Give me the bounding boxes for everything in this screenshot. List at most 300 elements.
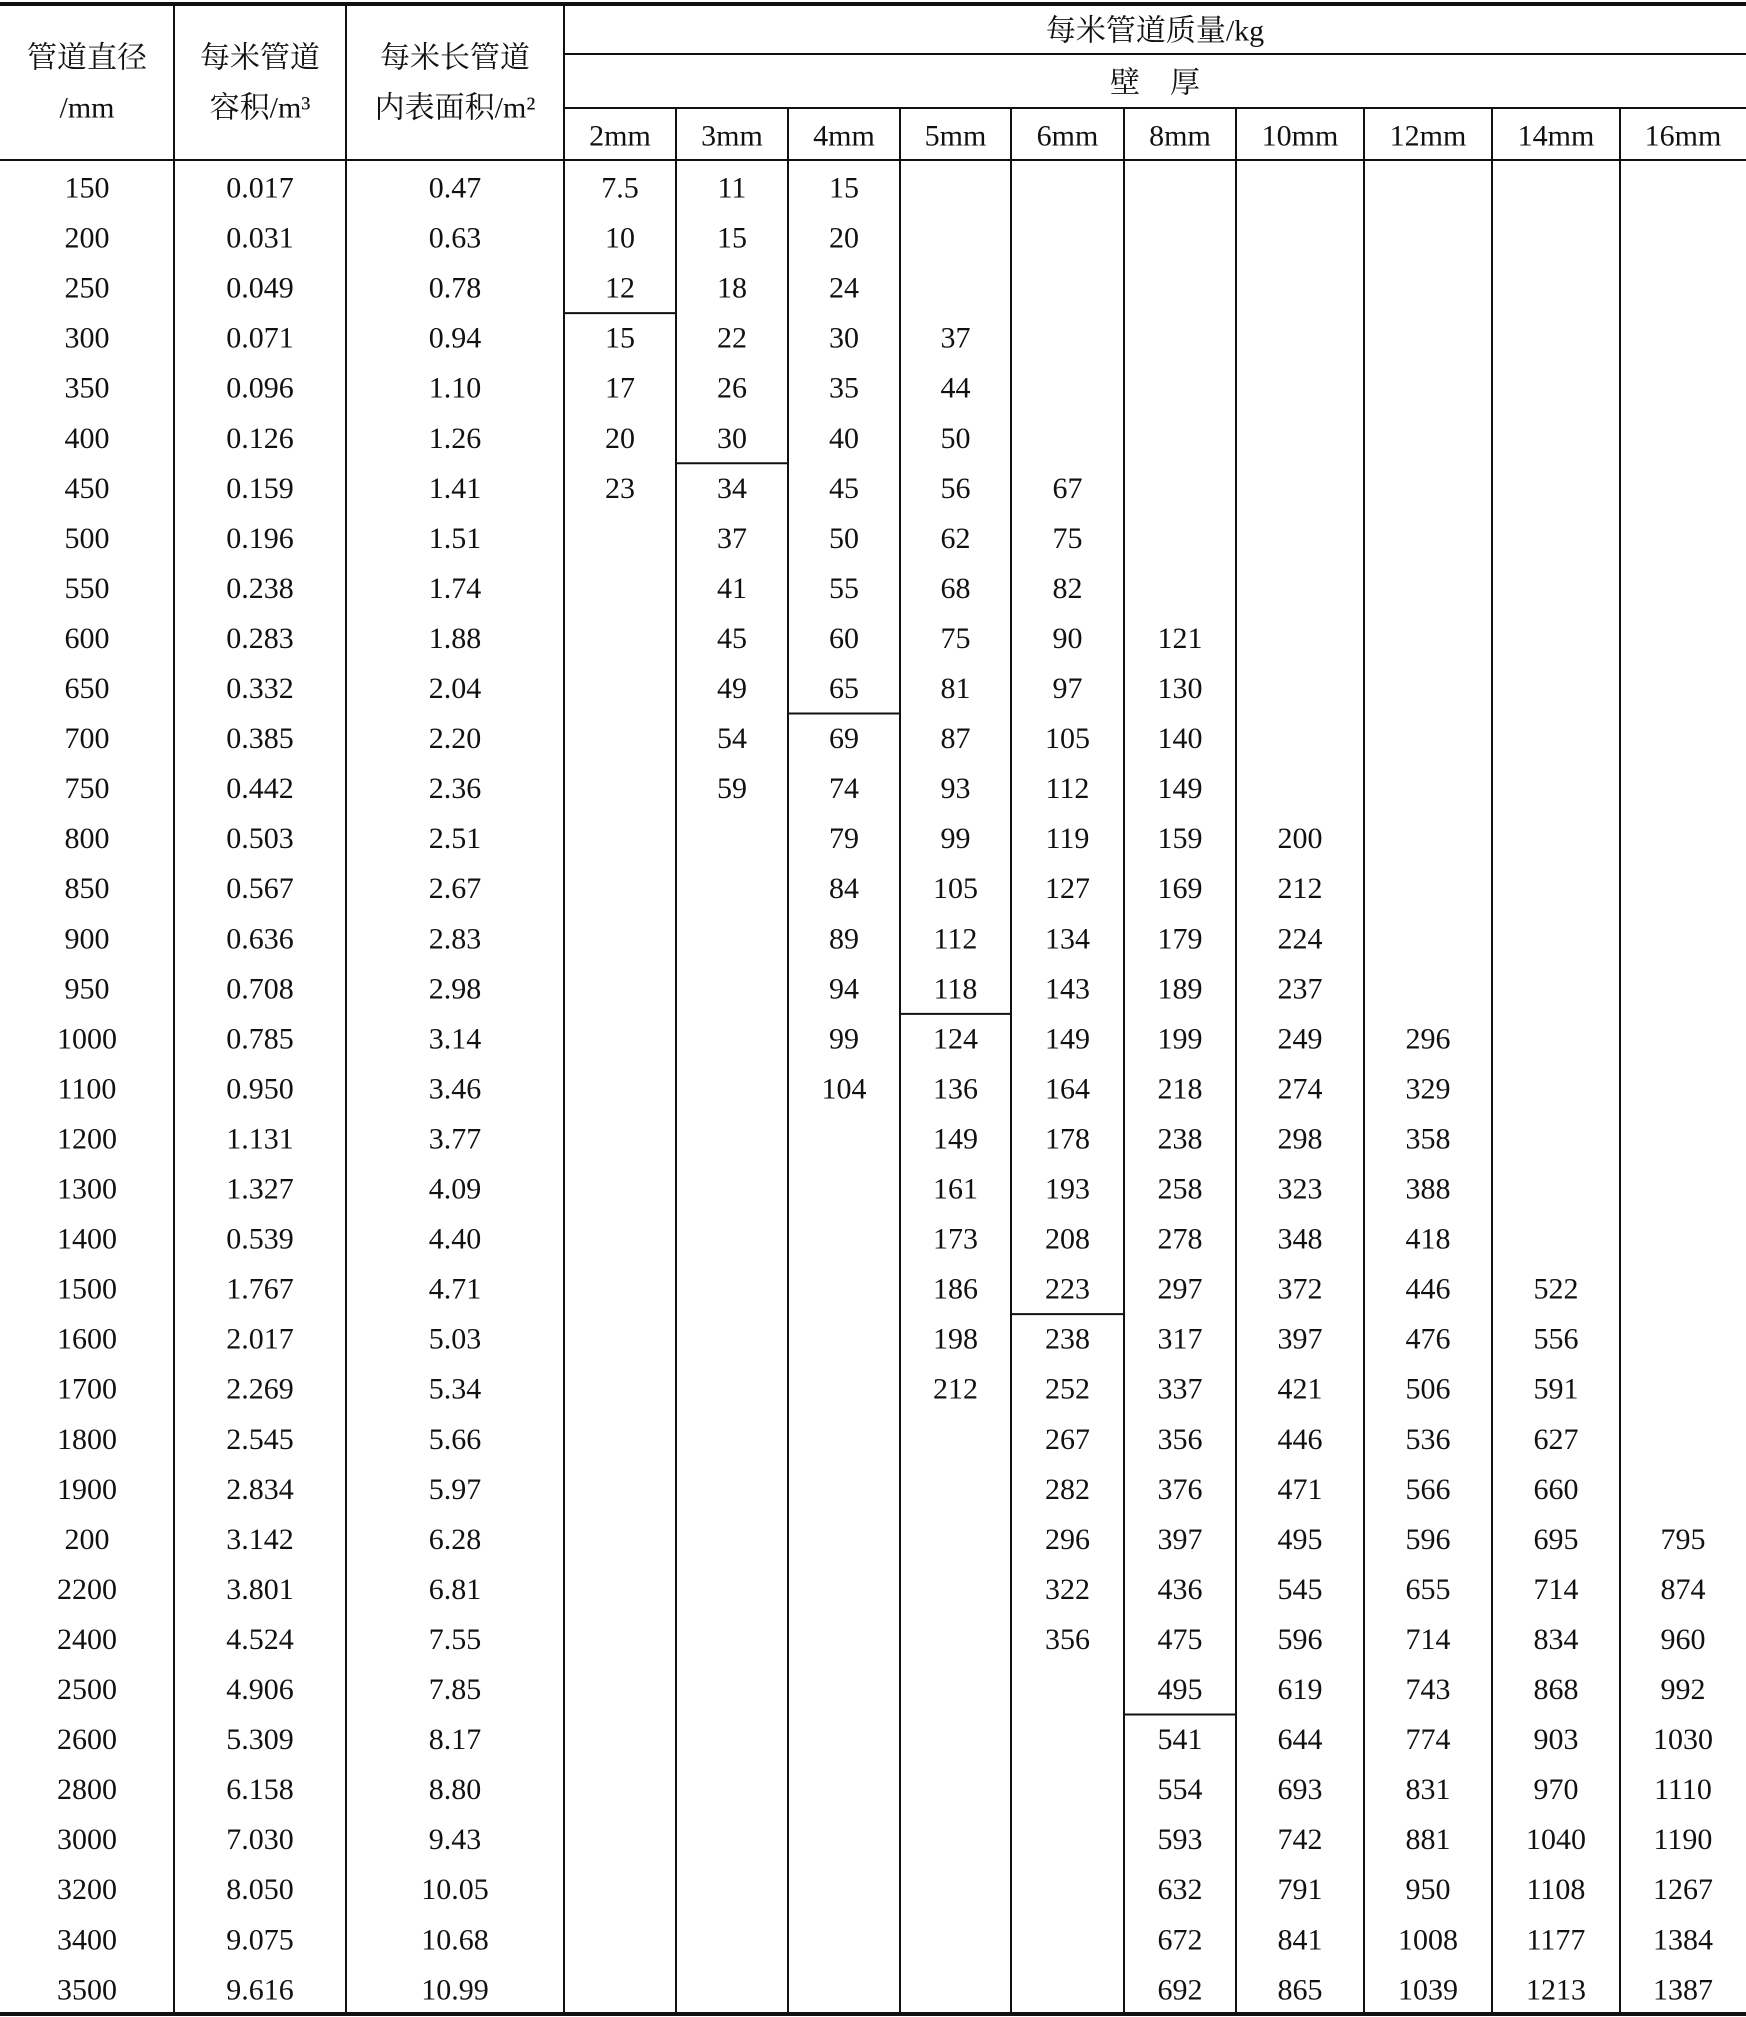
cell-volume: 1.327 [226, 1172, 294, 1206]
cell-mass: 124 [933, 1022, 978, 1056]
cell-mass: 795 [1660, 1522, 1706, 1556]
cell-mass: 41 [717, 571, 747, 605]
cell-mass: 495 [1277, 1522, 1323, 1556]
cell-mass: 356 [1157, 1422, 1203, 1456]
cell-volume: 9.616 [226, 1973, 294, 2007]
cell-mass: 178 [1045, 1122, 1090, 1156]
cell-diameter: 2500 [57, 1673, 117, 1706]
cell-mass: 1384 [1653, 1923, 1713, 1957]
cell-volume: 2.545 [226, 1422, 294, 1456]
cell-mass: 208 [1045, 1222, 1090, 1256]
cell-mass: 69 [829, 722, 859, 756]
cell-mass: 84 [829, 872, 859, 906]
cell-mass: 692 [1157, 1973, 1203, 2007]
cell-diameter: 2200 [57, 1572, 117, 1606]
cell-mass: 1190 [1653, 1823, 1713, 1857]
cell-volume: 0.636 [226, 922, 294, 956]
cell-area: 2.51 [428, 822, 482, 856]
cell-volume: 2.269 [226, 1372, 294, 1406]
cell-mass: 791 [1277, 1873, 1323, 1907]
cell-mass: 495 [1157, 1673, 1203, 1706]
cell-mass: 62 [940, 521, 971, 555]
cell-volume: 3.142 [226, 1522, 294, 1556]
cell-mass: 30 [829, 321, 859, 355]
cell-mass: 23 [605, 471, 635, 505]
cell-area: 6.28 [428, 1522, 482, 1556]
cell-diameter: 450 [64, 471, 110, 505]
cell-diameter: 600 [64, 621, 110, 655]
cell-mass: 655 [1405, 1572, 1451, 1606]
cell-area: 1.74 [428, 571, 482, 605]
cell-mass: 218 [1157, 1072, 1203, 1106]
cell-mass: 37 [940, 321, 971, 355]
cell-diameter: 1600 [57, 1322, 117, 1356]
mass-group-label: 每米管道质量/kg [1045, 14, 1265, 48]
cell-area: 1.88 [428, 621, 482, 655]
cell-mass: 358 [1405, 1122, 1451, 1156]
cell-mass: 267 [1045, 1422, 1090, 1456]
cell-mass: 200 [1277, 822, 1323, 856]
cell-area: 9.43 [428, 1823, 482, 1857]
cell-mass: 93 [940, 772, 971, 806]
cell-mass: 1040 [1526, 1823, 1586, 1857]
cell-mass: 238 [1157, 1122, 1203, 1156]
cell-mass: 834 [1533, 1622, 1579, 1656]
cell-mass: 554 [1157, 1773, 1203, 1807]
cell-mass: 714 [1533, 1572, 1579, 1606]
cell-mass: 536 [1405, 1422, 1451, 1456]
cell-mass: 149 [1157, 772, 1203, 806]
cell-mass: 356 [1045, 1622, 1090, 1656]
cell-area: 7.85 [428, 1673, 482, 1706]
cell-mass: 376 [1157, 1472, 1203, 1506]
cell-area: 8.17 [428, 1723, 482, 1757]
cell-mass: 841 [1277, 1923, 1323, 1957]
cell-mass: 874 [1660, 1572, 1706, 1606]
cell-mass: 475 [1157, 1622, 1203, 1656]
cell-volume: 0.017 [226, 171, 294, 205]
cell-mass: 10 [605, 221, 635, 255]
cell-mass: 970 [1533, 1773, 1579, 1807]
cell-diameter: 1000 [57, 1022, 117, 1056]
cell-mass: 186 [933, 1272, 978, 1306]
cell-diameter: 300 [64, 321, 110, 355]
cell-mass: 672 [1157, 1923, 1203, 1957]
cell-diameter: 500 [64, 521, 110, 555]
cell-mass: 54 [717, 722, 747, 756]
cell-mass: 436 [1157, 1572, 1203, 1606]
cell-mass: 238 [1045, 1322, 1090, 1356]
cell-volume: 0.196 [226, 521, 294, 555]
cell-mass: 65 [829, 672, 859, 705]
cell-mass: 556 [1533, 1322, 1579, 1356]
cell-area: 2.98 [428, 972, 482, 1006]
thickness-header-4mm: 4mm [813, 119, 875, 153]
cell-volume: 0.159 [226, 471, 294, 505]
col_volume-line1: 每米管道 [200, 41, 320, 75]
cell-mass: 24 [829, 271, 859, 305]
cell-volume: 0.567 [226, 872, 294, 906]
cell-mass: 545 [1277, 1572, 1323, 1606]
cell-mass: 212 [933, 1372, 978, 1406]
cell-volume: 0.385 [226, 722, 294, 756]
cell-area: 0.47 [428, 171, 482, 205]
cell-mass: 15 [717, 221, 747, 255]
cell-mass: 298 [1277, 1122, 1323, 1156]
cell-area: 1.10 [428, 371, 482, 405]
cell-mass: 149 [1045, 1022, 1090, 1056]
cell-diameter: 900 [64, 922, 110, 956]
cell-mass: 149 [933, 1122, 978, 1156]
cell-mass: 75 [940, 621, 971, 655]
cell-volume: 3.801 [226, 1572, 294, 1606]
cell-mass: 50 [829, 521, 859, 555]
cell-mass: 136 [933, 1072, 978, 1106]
cell-mass: 18 [717, 271, 747, 305]
cell-area: 0.94 [428, 321, 482, 355]
cell-mass: 11 [717, 171, 747, 205]
cell-mass: 1108 [1526, 1873, 1586, 1907]
cell-volume: 0.031 [226, 221, 294, 255]
cell-mass: 317 [1157, 1322, 1203, 1356]
cell-mass: 34 [717, 471, 747, 505]
cell-volume: 0.283 [226, 621, 294, 655]
cell-diameter: 2400 [57, 1622, 117, 1656]
cell-mass: 104 [821, 1072, 867, 1106]
cell-mass: 1267 [1653, 1873, 1713, 1907]
cell-mass: 865 [1277, 1973, 1323, 2007]
cell-mass: 179 [1157, 922, 1203, 956]
cell-mass: 223 [1045, 1272, 1090, 1306]
cell-mass: 1110 [1654, 1773, 1712, 1807]
thickness-header-14mm: 14mm [1517, 119, 1595, 153]
cell-mass: 99 [829, 1022, 859, 1056]
cell-volume: 2.017 [226, 1322, 294, 1356]
cell-mass: 446 [1277, 1422, 1323, 1456]
cell-mass: 67 [1052, 471, 1083, 505]
col_volume-line2: 容积/m³ [209, 91, 311, 125]
cell-mass: 903 [1533, 1723, 1579, 1757]
cell-mass: 541 [1157, 1723, 1203, 1757]
cell-volume: 7.030 [226, 1823, 294, 1857]
cell-area: 4.40 [428, 1222, 482, 1256]
cell-diameter: 1500 [57, 1272, 117, 1306]
cell-mass: 17 [605, 371, 635, 405]
cell-mass: 22 [717, 321, 747, 355]
cell-mass: 506 [1405, 1372, 1451, 1406]
cell-volume: 9.075 [226, 1923, 294, 1957]
cell-mass: 644 [1277, 1723, 1323, 1757]
cell-mass: 1030 [1653, 1723, 1713, 1757]
cell-mass: 20 [829, 221, 859, 255]
cell-mass: 199 [1157, 1022, 1203, 1056]
cell-diameter: 850 [64, 872, 110, 906]
cell-mass: 74 [829, 772, 859, 806]
cell-mass: 89 [829, 922, 859, 956]
cell-diameter: 1700 [57, 1372, 117, 1406]
thickness-header-2mm: 2mm [589, 119, 651, 153]
cell-volume: 4.524 [226, 1622, 294, 1656]
cell-mass: 632 [1157, 1873, 1203, 1907]
cell-mass: 950 [1405, 1873, 1451, 1907]
cell-mass: 476 [1405, 1322, 1451, 1356]
cell-volume: 0.539 [226, 1222, 294, 1256]
cell-area: 2.36 [428, 772, 482, 806]
cell-area: 1.51 [428, 521, 482, 555]
cell-mass: 237 [1277, 972, 1323, 1006]
cell-mass: 1008 [1398, 1923, 1458, 1957]
thickness-header-8mm: 8mm [1149, 119, 1211, 153]
cell-mass: 591 [1533, 1372, 1579, 1406]
thickness-header-6mm: 6mm [1036, 119, 1099, 153]
cell-area: 5.97 [428, 1472, 482, 1506]
cell-mass: 446 [1405, 1272, 1451, 1306]
cell-volume: 0.785 [226, 1022, 294, 1056]
cell-diameter: 200 [64, 221, 110, 255]
cell-mass: 35 [829, 371, 859, 405]
cell-area: 2.20 [428, 722, 482, 756]
cell-volume: 6.158 [226, 1773, 294, 1807]
cell-diameter: 1400 [57, 1222, 117, 1256]
cell-diameter: 3200 [57, 1873, 117, 1907]
cell-mass: 164 [1045, 1072, 1090, 1106]
cell-mass: 593 [1157, 1823, 1203, 1857]
cell-mass: 742 [1277, 1823, 1323, 1857]
cell-diameter: 700 [64, 722, 110, 756]
cell-mass: 127 [1045, 872, 1090, 906]
cell-mass: 81 [940, 672, 971, 705]
cell-diameter: 200 [64, 1522, 110, 1556]
cell-mass: 94 [829, 972, 859, 1006]
cell-mass: 278 [1157, 1222, 1203, 1256]
cell-diameter: 1800 [57, 1422, 117, 1456]
cell-volume: 0.049 [226, 271, 294, 305]
cell-mass: 105 [1045, 722, 1090, 756]
cell-mass: 388 [1405, 1172, 1451, 1206]
cell-area: 5.66 [428, 1422, 482, 1456]
cell-mass: 193 [1045, 1172, 1090, 1206]
cell-mass: 596 [1405, 1522, 1451, 1556]
cell-mass: 258 [1157, 1172, 1203, 1206]
cell-mass: 660 [1533, 1472, 1579, 1506]
cell-area: 3.46 [428, 1072, 482, 1106]
cell-diameter: 1300 [57, 1172, 117, 1206]
cell-volume: 5.309 [226, 1723, 294, 1757]
cell-area: 2.04 [428, 672, 482, 705]
cell-mass: 75 [1052, 521, 1083, 555]
cell-mass: 296 [1405, 1022, 1451, 1056]
cell-diameter: 2800 [57, 1773, 117, 1807]
cell-mass: 7.5 [601, 171, 639, 205]
cell-mass: 992 [1660, 1673, 1706, 1706]
cell-mass: 56 [940, 471, 971, 505]
cell-mass: 37 [717, 521, 747, 555]
cell-mass: 831 [1405, 1773, 1451, 1807]
cell-mass: 296 [1045, 1522, 1090, 1556]
cell-mass: 372 [1277, 1272, 1323, 1306]
cell-mass: 252 [1045, 1372, 1090, 1406]
cell-mass: 1177 [1526, 1923, 1586, 1957]
cell-mass: 97 [1052, 672, 1083, 705]
cell-area: 6.81 [428, 1572, 482, 1606]
cell-mass: 50 [940, 421, 971, 455]
cell-area: 0.78 [428, 271, 482, 305]
cell-mass: 868 [1533, 1673, 1579, 1706]
cell-mass: 397 [1277, 1322, 1323, 1356]
cell-mass: 143 [1045, 972, 1090, 1006]
cell-area: 10.68 [421, 1923, 489, 1957]
cell-diameter: 750 [64, 772, 110, 806]
thickness-header-3mm: 3mm [701, 119, 763, 153]
cell-mass: 161 [933, 1172, 978, 1206]
cell-mass: 30 [717, 421, 747, 455]
cell-mass: 20 [605, 421, 635, 455]
cell-mass: 159 [1157, 822, 1203, 856]
cell-mass: 1387 [1653, 1973, 1713, 2007]
cell-mass: 130 [1157, 672, 1203, 705]
cell-mass: 714 [1405, 1622, 1451, 1656]
cell-diameter: 150 [64, 171, 110, 205]
cell-volume: 8.050 [226, 1873, 294, 1907]
cell-mass: 112 [1045, 772, 1090, 806]
cell-mass: 45 [829, 471, 859, 505]
cell-mass: 397 [1157, 1522, 1203, 1556]
cell-area: 5.34 [428, 1372, 482, 1406]
cell-mass: 169 [1157, 872, 1203, 906]
cell-volume: 0.096 [226, 371, 294, 405]
cell-mass: 619 [1277, 1673, 1323, 1706]
cell-mass: 112 [933, 922, 978, 956]
cell-diameter: 3500 [57, 1973, 117, 2007]
cell-mass: 249 [1277, 1022, 1323, 1056]
col_diameter-line2: /mm [59, 91, 115, 125]
cell-mass: 274 [1277, 1072, 1323, 1106]
cell-area: 0.63 [428, 221, 482, 255]
cell-area: 7.55 [428, 1622, 482, 1656]
cell-mass: 99 [940, 822, 971, 856]
cell-mass: 627 [1533, 1422, 1579, 1456]
thickness-header-12mm: 12mm [1389, 119, 1467, 153]
cell-diameter: 650 [64, 672, 110, 705]
cell-mass: 105 [933, 872, 978, 906]
cell-mass: 329 [1405, 1072, 1451, 1106]
cell-mass: 44 [940, 371, 971, 405]
cell-volume: 0.332 [226, 672, 294, 705]
cell-mass: 26 [717, 371, 747, 405]
cell-mass: 337 [1157, 1372, 1203, 1406]
cell-diameter: 800 [64, 822, 110, 856]
cell-diameter: 950 [64, 972, 110, 1006]
cell-mass: 90 [1052, 621, 1083, 655]
col_area-line2: 内表面积/m² [374, 91, 536, 125]
cell-mass: 121 [1157, 621, 1203, 655]
cell-mass: 15 [605, 321, 635, 355]
cell-mass: 1213 [1526, 1973, 1586, 2007]
cell-area: 4.09 [428, 1172, 482, 1206]
cell-mass: 421 [1277, 1372, 1323, 1406]
cell-mass: 40 [829, 421, 859, 455]
cell-diameter: 1100 [57, 1072, 117, 1106]
cell-diameter: 550 [64, 571, 110, 605]
cell-mass: 15 [829, 171, 859, 205]
cell-area: 3.14 [428, 1022, 482, 1056]
cell-volume: 2.834 [226, 1472, 294, 1506]
cell-diameter: 250 [64, 271, 110, 305]
cell-volume: 0.950 [226, 1072, 294, 1106]
cell-diameter: 1900 [57, 1472, 117, 1506]
cell-volume: 1.131 [226, 1122, 294, 1156]
cell-mass: 596 [1277, 1622, 1323, 1656]
thickness-header-10mm: 10mm [1261, 119, 1339, 153]
cell-mass: 79 [829, 822, 859, 856]
wall-group-label: 壁 厚 [1110, 66, 1200, 100]
cell-mass: 418 [1405, 1222, 1451, 1256]
cell-volume: 1.767 [226, 1272, 294, 1306]
thickness-header-5mm: 5mm [924, 119, 987, 153]
cell-diameter: 350 [64, 371, 110, 405]
cell-mass: 60 [829, 621, 859, 655]
cell-area: 2.67 [428, 872, 482, 906]
cell-volume: 0.708 [226, 972, 294, 1006]
cell-mass: 297 [1157, 1272, 1203, 1306]
cell-mass: 55 [829, 571, 859, 605]
cell-mass: 522 [1533, 1272, 1579, 1306]
cell-mass: 695 [1533, 1522, 1579, 1556]
cell-mass: 348 [1277, 1222, 1323, 1256]
cell-mass: 12 [605, 271, 635, 305]
cell-diameter: 3400 [57, 1923, 117, 1957]
cell-mass: 173 [933, 1222, 978, 1256]
cell-mass: 59 [717, 772, 747, 806]
cell-mass: 45 [717, 621, 747, 655]
cell-mass: 198 [933, 1322, 978, 1356]
cell-mass: 960 [1660, 1622, 1706, 1656]
cell-mass: 119 [1045, 822, 1090, 856]
cell-diameter: 3000 [57, 1823, 117, 1857]
cell-volume: 0.442 [226, 772, 294, 806]
cell-mass: 189 [1157, 972, 1203, 1006]
cell-area: 5.03 [428, 1322, 482, 1356]
cell-mass: 68 [940, 571, 971, 605]
col_diameter-line1: 管道直径 [27, 41, 147, 75]
cell-mass: 323 [1277, 1172, 1323, 1206]
cell-mass: 82 [1052, 571, 1083, 605]
cell-mass: 212 [1277, 872, 1323, 906]
cell-mass: 87 [940, 722, 971, 756]
cell-mass: 774 [1405, 1723, 1451, 1757]
cell-area: 1.26 [428, 421, 482, 455]
col_area-line1: 每米长管道 [380, 41, 530, 75]
cell-diameter: 2600 [57, 1723, 117, 1757]
cell-area: 10.99 [421, 1973, 489, 2007]
cell-mass: 881 [1405, 1823, 1451, 1857]
cell-volume: 0.503 [226, 822, 294, 856]
cell-mass: 693 [1277, 1773, 1323, 1807]
cell-mass: 282 [1045, 1472, 1090, 1506]
cell-area: 2.83 [428, 922, 482, 956]
cell-mass: 743 [1405, 1673, 1451, 1706]
cell-diameter: 1200 [57, 1122, 117, 1156]
cell-area: 1.41 [428, 471, 482, 505]
cell-volume: 0.071 [226, 321, 294, 355]
cell-mass: 49 [717, 672, 747, 705]
cell-area: 4.71 [428, 1272, 482, 1306]
thickness-header-16mm: 16mm [1644, 119, 1722, 153]
cell-mass: 134 [1045, 922, 1090, 956]
cell-mass: 1039 [1398, 1973, 1458, 2007]
cell-volume: 4.906 [226, 1673, 294, 1706]
cell-diameter: 400 [64, 421, 110, 455]
